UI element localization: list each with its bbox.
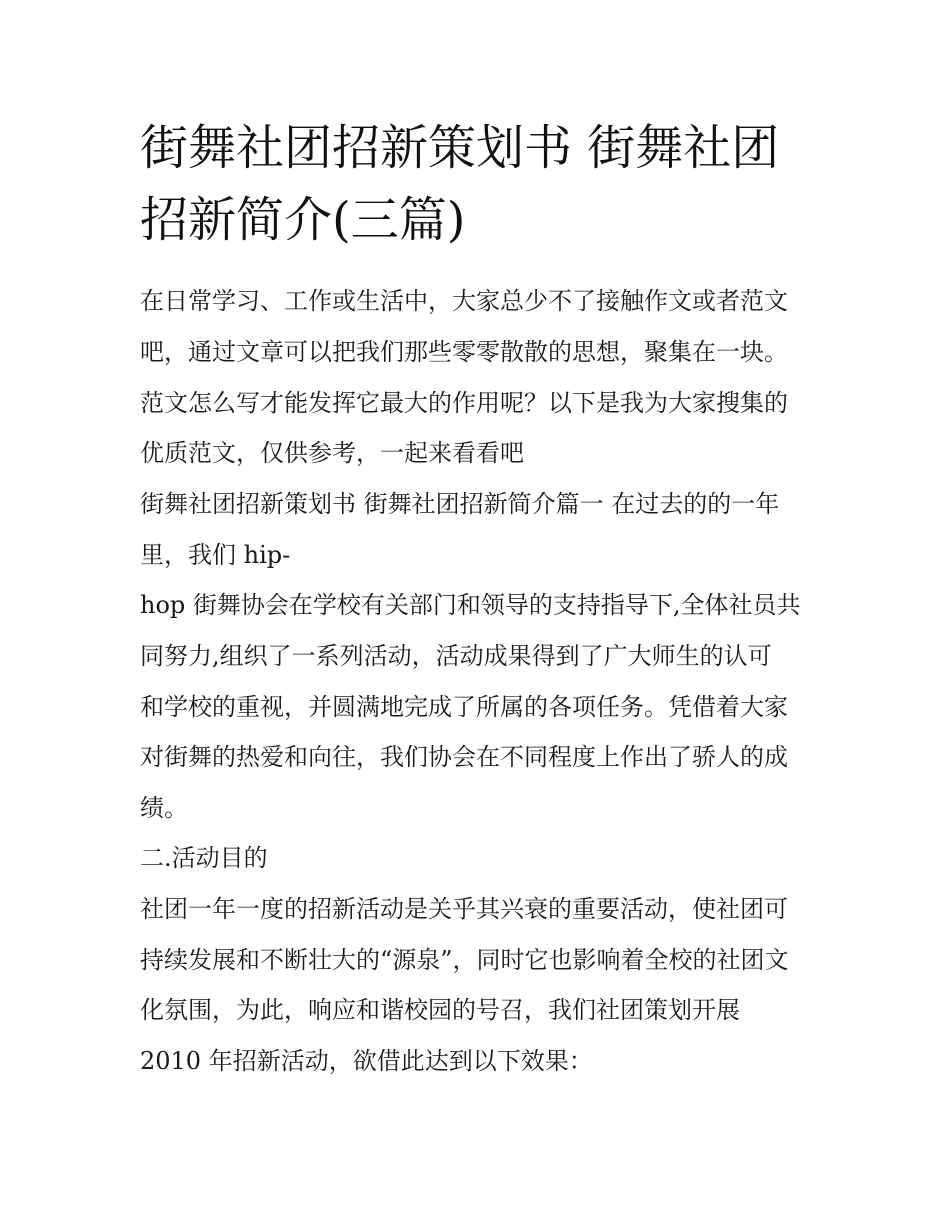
body-line: 同努力,组织了一系列活动，活动成果得到了广大师生的认可 bbox=[140, 642, 772, 670]
body-line: 吧，通过文章可以把我们那些零零散散的思想，聚集在一块。 bbox=[140, 338, 788, 366]
body-line: 化氛围，为此，响应和谐校园的号召，我们社团策划开展 bbox=[140, 996, 740, 1024]
body-line: 里，我们 hip- bbox=[140, 541, 291, 569]
body-line: 持续发展和不断壮大的“源泉”，同时它也影响着全校的社团文 bbox=[140, 946, 789, 974]
body-line: 优质范文，仅供参考，一起来看看吧 bbox=[140, 439, 524, 467]
document-title bbox=[140, 112, 820, 256]
body-line: 在日常学习、工作或生活中，大家总少不了接触作文或者范文 bbox=[140, 287, 788, 315]
body-line: 绩。 bbox=[140, 794, 188, 822]
body-line: hop 街舞协会在学校有关部门和领导的支持指导下,全体社员共 bbox=[140, 591, 801, 619]
body-line: 街舞社团招新策划书 街舞社团招新简介篇一 在过去的的一年 bbox=[140, 490, 780, 518]
title-line: 街舞社团招新策划书 街舞社团 bbox=[140, 120, 780, 176]
section-heading: 二.活动目的 bbox=[140, 844, 268, 872]
body-line: 2010 年招新活动，欲借此达到以下效果： bbox=[140, 1047, 593, 1075]
title-line: 招新简介(三篇) bbox=[140, 192, 466, 248]
body-line: 社团一年一度的招新活动是关乎其兴衰的重要活动，使社团可 bbox=[140, 895, 788, 923]
body-line: 范文怎么写才能发挥它最大的作用呢？以下是我为大家搜集的 bbox=[140, 389, 788, 417]
body-line: 和学校的重视，并圆满地完成了所属的各项任务。凭借着大家 bbox=[140, 693, 788, 721]
body-line: 对街舞的热爱和向往，我们协会在不同程度上作出了骄人的成 bbox=[140, 743, 788, 771]
